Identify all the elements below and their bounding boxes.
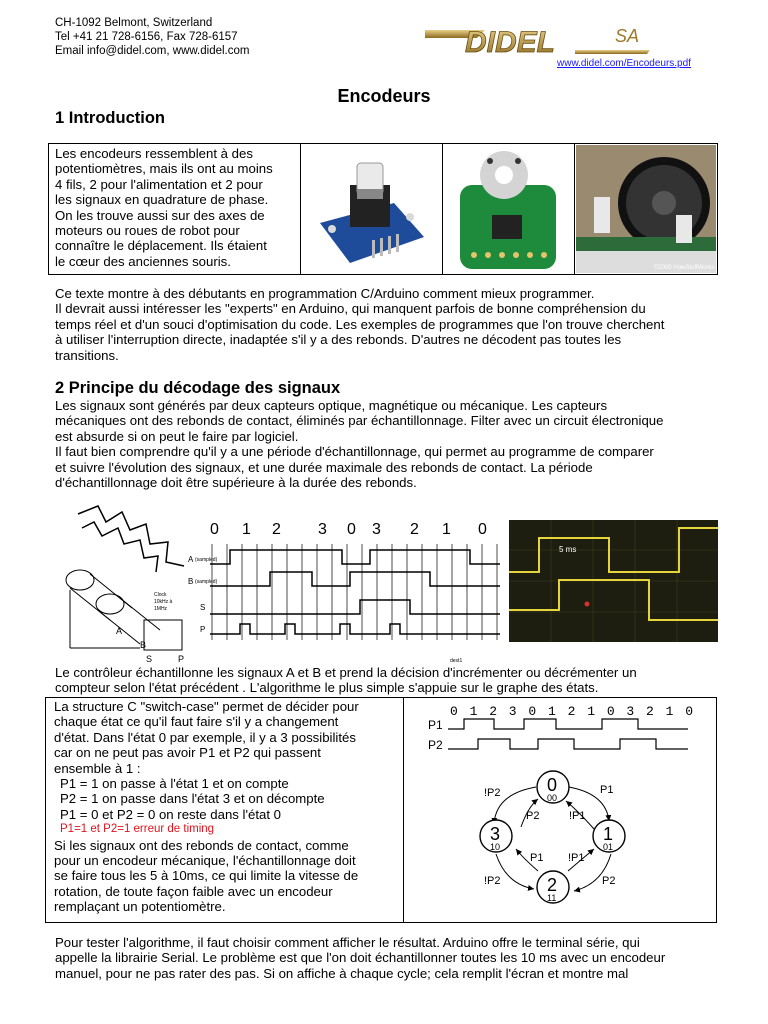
phone: Tel +41 21 728-6156, Fax 728-6157 [55, 31, 238, 43]
intro-table-text [55, 146, 295, 269]
didel-logo [425, 22, 655, 60]
state-node-code: 11 [547, 893, 557, 903]
state-node-code: 01 [603, 842, 614, 852]
magnetic-encoder-photo [444, 145, 572, 273]
text-line: mécaniques ont des rebonds de contact, éliminés par échantillonnage. Filter avec un circuit électronique [55, 413, 664, 429]
sampled-label: (sampled) [195, 557, 218, 563]
state-number: 2 [272, 521, 281, 538]
scope-timebase-label: 5 ms [559, 545, 577, 554]
text-line: Pour tester l'algorithme, il faut choisir comment afficher le résultat. Arduino offre le terminal série, qui [55, 935, 640, 950]
text-line: transitions. [55, 347, 119, 363]
address: CH-1092 Belmont, Switzerland [55, 17, 213, 29]
intro-line: 4 fils, 2 pour l'alimentation et 2 pour [55, 176, 263, 192]
state-node-code: 10 [490, 842, 501, 852]
state-edge-label: P1 [530, 852, 544, 864]
state-node-label: 3 [490, 824, 501, 844]
photo-credit: ©2000 HowStuffWorks [654, 265, 715, 271]
text-line: se faire tous les 5 à 10ms, ce qui limite la vitesse de [54, 868, 359, 884]
p2-wave [448, 739, 688, 749]
optical-encoder-photo [576, 145, 716, 273]
logo-text: DIDEL [465, 26, 555, 59]
signal-b-label: B [188, 577, 194, 586]
pin-a-label: A [116, 626, 123, 636]
text-line: manuel, pour ne pas rater des pas. Si on affiche à chaque cycle; cela remplit l'écran et montre mal [55, 965, 629, 981]
text-line: Il devrait aussi intéresser les "experts" en Arduino, qui manquent parfois de bonne compréhension du [55, 301, 646, 317]
case-line: P1 = 1 on passe à l'état 1 et on compte [60, 776, 289, 792]
p2-label: P2 [428, 738, 443, 752]
signal-s-label: S [200, 603, 206, 612]
text-line: est absurde si on peut le faire par logiciel. [55, 428, 299, 444]
state-diagram [406, 699, 714, 921]
state-node-label: 1 [603, 824, 614, 844]
sampling-paragraph [55, 665, 745, 696]
section-2-heading: 2 Principe du décodage des signaux [55, 379, 341, 397]
signal-b-wave [210, 572, 500, 586]
intro-line: moteurs ou roues de robot pour [55, 223, 240, 239]
text-line: à utiliser l'interruption directe, inadaptée s'il y a des rebonds. D'autres ne décodent pas toutes les [55, 332, 622, 348]
state-node-code: 00 [547, 793, 558, 803]
intro-line: Les encodeurs ressemblent à des [55, 146, 253, 161]
state-sequence [210, 521, 487, 538]
signal-a-wave [210, 550, 500, 564]
signal-s-wave [210, 600, 500, 614]
text-line: car on ne peut pas avoir P1 et P2 qui passent [54, 745, 321, 761]
intro-line: les signaux en quadrature de phase. [55, 192, 269, 208]
state-number: 2 [410, 521, 419, 538]
table-divider [574, 143, 575, 275]
pin-s-label: S [146, 654, 153, 664]
state-edge-label: P2 [602, 875, 616, 887]
state-edge-label: !P1 [568, 852, 585, 864]
text-line: Les signaux sont générés par deux capteurs optique, magnétique ou mécanique. Les capteurs [55, 398, 608, 413]
state-sequence-text: 0 1 2 3 0 1 2 1 0 3 2 1 0 [450, 704, 696, 719]
text-line: d'échantillonnage doit être supérieure à la durée des rebonds. [55, 475, 417, 491]
contact-block [55, 16, 249, 58]
email: Email info@didel.com, www.didel.com [55, 45, 250, 57]
state-node-label: 0 [547, 775, 558, 795]
signal-p-label: P [200, 625, 206, 634]
section-1-heading: 1 Introduction [55, 109, 165, 127]
text-line: Il faut bien comprendre qu'il y a une période d'échantillonnage, qui permet au programme de comparer [55, 444, 654, 460]
intro-paragraph [55, 286, 735, 363]
text-line: temps réel et d'un souci d'optimisation du code. Les exemples de programmes que l'on trouve cherchent [55, 316, 665, 332]
intro-line: potentiomètres, mais ils ont au moins [55, 161, 273, 177]
timing-diagram [50, 500, 505, 665]
text-line: Le contrôleur échantillonne les signaux A et B et prend la décision d'incrémenter ou décrémenter un [55, 665, 637, 680]
state-number: 1 [242, 521, 251, 538]
intro-line: On les trouve aussi sur des axes de [55, 207, 265, 223]
state-number: 3 [318, 521, 327, 538]
state-edge-label: !P2 [484, 875, 501, 887]
state-edge-label: !P1 [569, 810, 586, 822]
p1-label: P1 [428, 718, 443, 732]
text-line: pour un encodeur mécanique, l'échantillonnage doit [54, 853, 356, 869]
sample-grid [212, 544, 497, 640]
timing-error-note: P1=1 et P2=1 erreur de timing [60, 823, 215, 836]
sampled-label: (sampled) [195, 579, 218, 585]
encoder-module-photo [302, 145, 441, 273]
diagram-caption: dest1 [450, 658, 463, 664]
text-line: et suivre l'évolution des signaux, et une durée maximale des rebonds de contact. La période [55, 459, 593, 475]
page-title: Encodeurs [337, 86, 431, 106]
intro-line: connaître le déplacement. Ils étaient [55, 238, 267, 254]
test-paragraph [55, 935, 745, 981]
logo-suffix: SA [615, 26, 640, 46]
clock-label: 1MHz [154, 606, 168, 612]
state-number: 0 [210, 521, 219, 538]
signal-p-wave [210, 624, 500, 634]
state-edge-label: P2 [526, 810, 540, 822]
switch-case-text [54, 699, 404, 915]
clock-label: 10kHz à [154, 599, 173, 605]
text-line: d'état. Dans l'état 0 par exemple, il y a 3 possibilités [54, 729, 356, 745]
text-line: remplaçant un potentiomètre. [54, 899, 226, 915]
oscilloscope-screenshot [509, 520, 718, 642]
text-line: La structure C "switch-case" permet de décider pour [54, 699, 359, 714]
state-number: 3 [372, 521, 381, 538]
text-line: ensemble à 1 : [54, 760, 141, 776]
encoder-wheel-sketch [78, 506, 184, 566]
state-edge-label: !P2 [484, 787, 501, 799]
clock-label: Clock [154, 592, 167, 598]
state-edge-label: P1 [600, 784, 614, 796]
case-line: P1 = 0 et P2 = 0 on reste dans l'état 0 [60, 806, 281, 822]
pin-p-label: P [178, 654, 185, 664]
doc-link[interactable]: www.didel.com/Encodeurs.pdf [557, 58, 691, 69]
p1-wave [448, 719, 688, 729]
controller-box [144, 620, 182, 650]
case-line: P2 = 1 on passe dans l'état 3 et on décompte [60, 791, 325, 807]
state-number: 1 [442, 521, 451, 538]
text-line: compteur selon l'état précédent . L'algorithme le plus simple s'appuie sur le graphe des états. [55, 680, 599, 696]
table-divider [300, 143, 301, 275]
pin-b-label: B [140, 640, 147, 650]
text-line: Si les signaux ont des rebonds de contact, comme [54, 837, 349, 853]
state-number: 0 [478, 521, 487, 538]
text-line: rotation, de toute façon faible avec un encodeur [54, 883, 333, 899]
state-number: 0 [347, 521, 356, 538]
principle-paragraph [55, 398, 745, 490]
signal-a-label: A [188, 555, 194, 564]
text-line: chaque état ce qu'il faut faire s'il y a changement [54, 714, 339, 730]
state-node-label: 2 [547, 875, 558, 895]
intro-line: le cœur des anciennes souris. [55, 253, 231, 269]
table-divider [442, 143, 443, 275]
text-line: Ce texte montre à des débutants en programmation C/Arduino comment mieux programmer. [55, 286, 595, 301]
text-line: appelle la librairie Serial. Le problème est que l'on doit échantillonner toutes les 10 ms avec un encodeur [55, 950, 666, 966]
